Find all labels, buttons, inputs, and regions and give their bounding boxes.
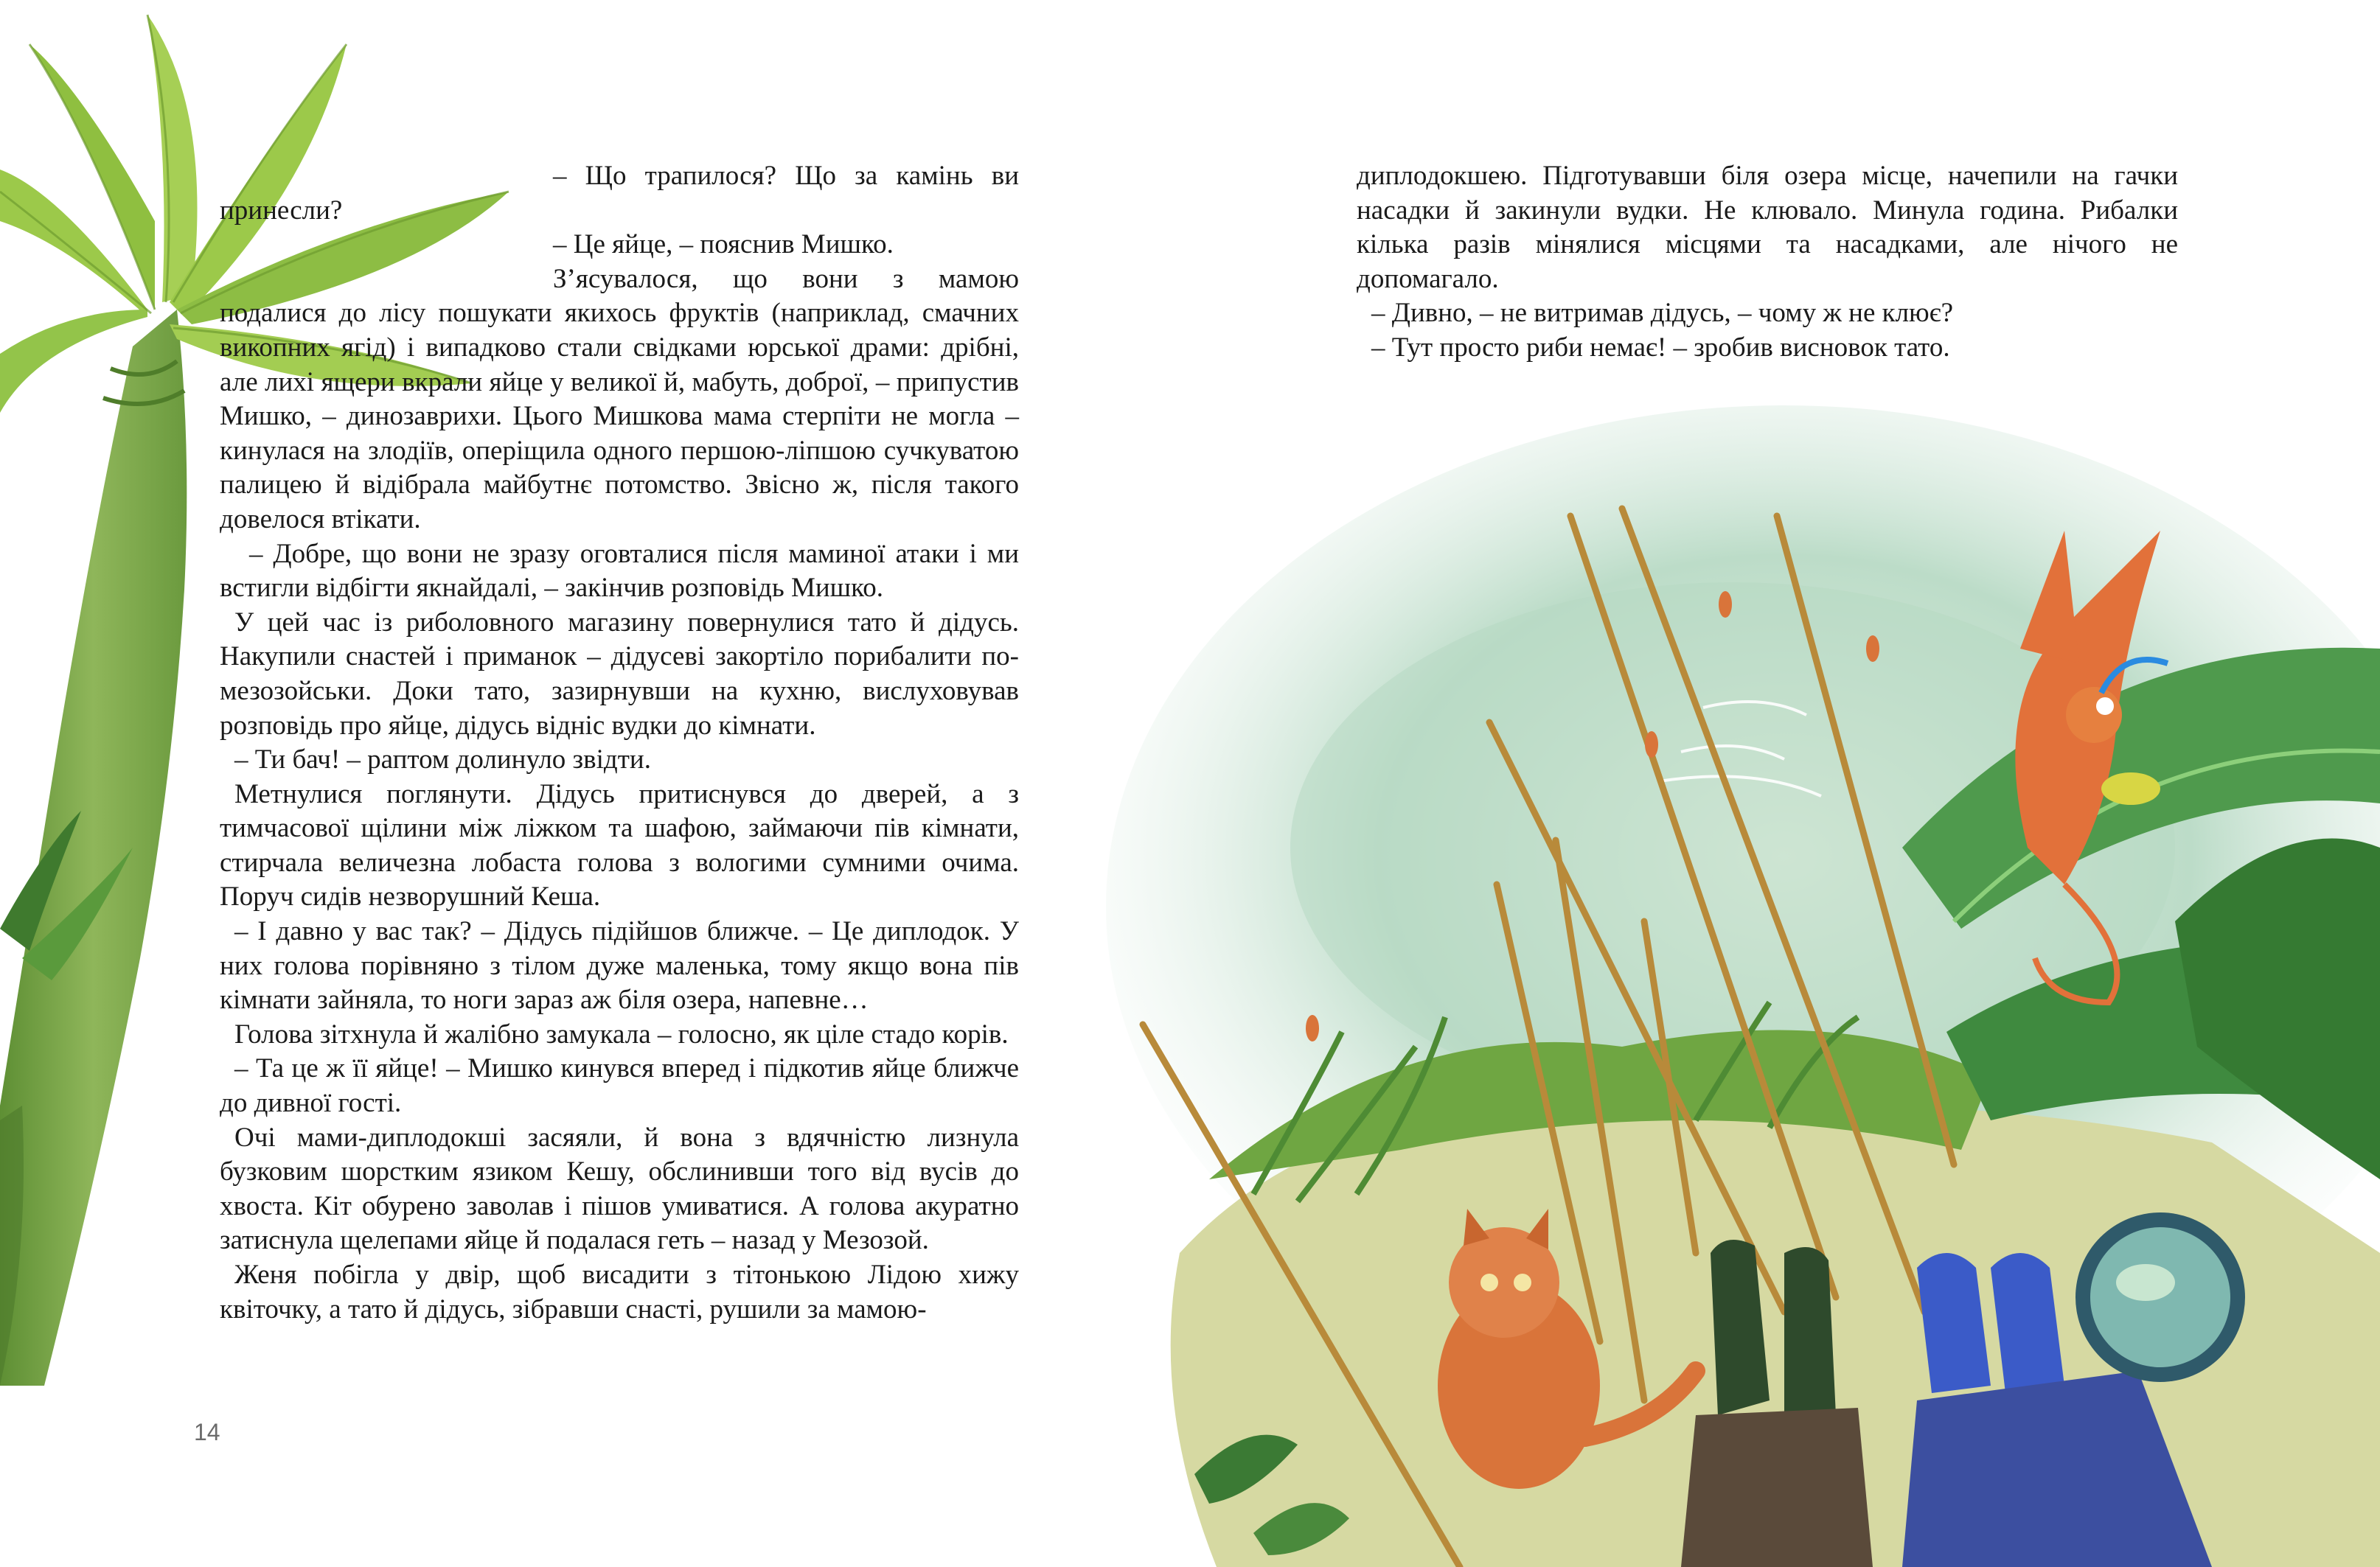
paragraph: Очі мами-диплодокші засяяли, й вона з вдячністю лизнула бузковим шорстким язиком Кешу, обслинивши того від вусів до хвоста. Кіт обурено заволав і пішов умиватися. А голова акуратно затиснула щелепами яйце й подалася геть – назад у Мезозой. [220,1122,1019,1256]
paragraph: Метнулися поглянути. Дідусь притиснувся до дверей, а з тимчасової щілини між ліжком та шафою, займаючи пів кімнати, стирчала величезна лобаста голова з вологими сумними очима. Поруч сидів незворушний Кеша. [220,778,1019,912]
paragraph: – Добре, що вони не зразу оговталися після маминої атаки і ми встигли відбігти якнайдалі, – закінчив розповідь Мишко. [220,538,1019,604]
paragraph: диплодокшею. Підготувавши біля озера місце, начепили на гачки насадки й закинули вудки. Не клювало. Минула година. Рибалки кілька разів мінялися місцями та насадками, але нічого не допомагало. [1357,161,2178,294]
paragraph: – І давно у вас так? – Дідусь підійшов ближче. – Це диплодок. У них голова порівняно з тілом дуже маленька, тому якщо вона пів кімнати зайняла, то ноги зараз аж біля озера, напевне… [220,916,1019,1016]
paragraph: Голова зітхнула й жалібно замукала – голосно, як ціле стадо корів. [234,1019,1009,1050]
paragraph: – Тут просто риби немає! – зробив висновок тато. [1371,332,1950,363]
paragraph: – Що трапилося? Що за камінь ви принесли? [220,161,1019,226]
paragraph: З’ясувалося, що вони з мамою подалися до лісу пошукати якихось фруктів (наприклад, смачних викопних ягід) і випадково стали свідками юрської драми: дрібні, але лихі ящери вкрали яйце у великої й, мабуть, доброї, – припустив Мишко, – динозаврихи. Цього Мишкова мама стерпіти не могла – кинулася на злодіїв, оперіщила одного першою-ліпшою сучкуватою палицею й відібрала майбутнє потомство. Звісно ж, після такого довелося втікати. [220,263,1019,534]
paragraph: – Ти бач! – раптом долинуло звідти. [234,744,651,775]
bucket-illustration [2075,1212,2245,1382]
page-number: 14 [194,1419,220,1445]
paragraph: – Дивно, – не витримав дідусь, – чому ж не клює? [1371,298,1953,329]
paragraph: – Це яйце, – пояснив Мишко. [553,229,894,260]
left-page-text [220,159,1019,1327]
fishing-scene-illustration [1106,405,2380,1567]
paragraph: У цей час із риболовного магазину повернулися тато й дідусь. Накупили снастей і приманок – дідусеві закортіло порибалити по-мезозойськи. Доки тато, зазирнувши на кухню, вислуховував розповідь про яйце, дідусь відніс вудки до кімнати. [220,607,1019,741]
right-page-text [1357,159,2178,366]
paragraph: Женя побігла у двір, щоб висадити з тітонькою Лідою хижу квіточку, а тато й дідусь, зібравши снасті, рушили за мамою- [220,1260,1019,1325]
paragraph: – Та це ж її яйце! – Мишко кинувся вперед і підкотив яйце ближче до дивної гості. [220,1053,1019,1119]
